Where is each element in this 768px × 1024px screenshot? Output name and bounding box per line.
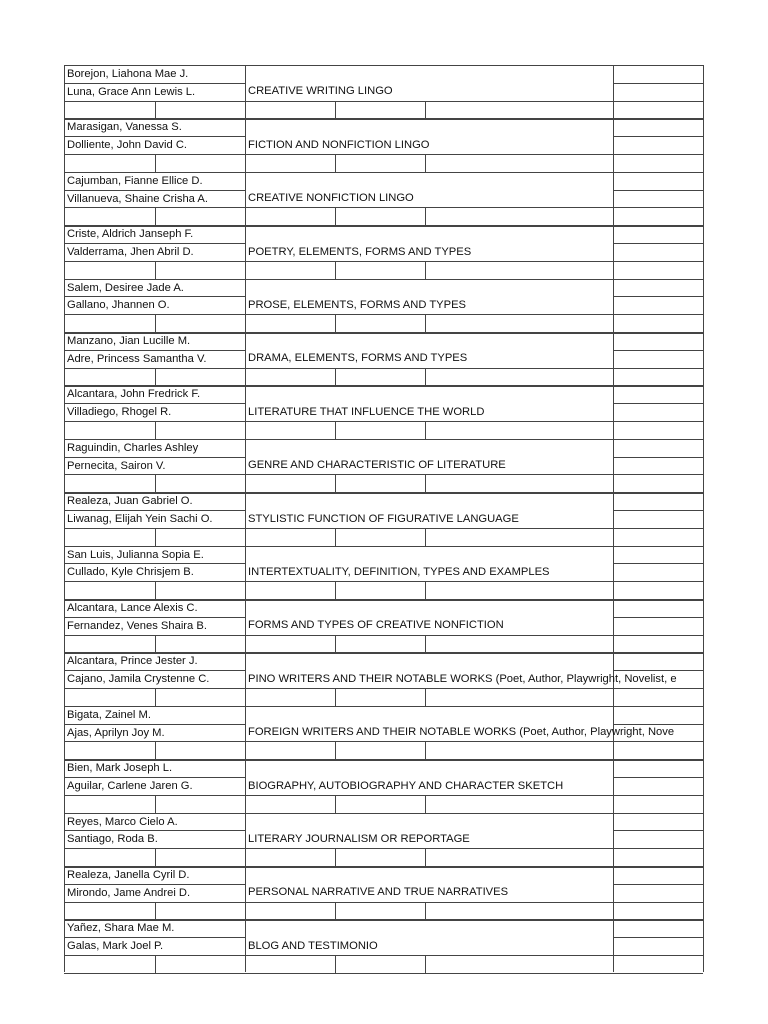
grid-line-col-c <box>335 741 336 759</box>
grid-line-row <box>64 421 703 422</box>
grid-line-row <box>64 635 703 636</box>
grid-border-top <box>64 65 704 66</box>
grid-line-col-b <box>155 207 156 225</box>
grid-line-col-b <box>155 741 156 759</box>
report-topic: POETRY, ELEMENTS, FORMS AND TYPES <box>248 245 472 258</box>
grid-line-col-d <box>425 368 426 386</box>
grid-line-col-c <box>335 101 336 119</box>
grid-line-col-d <box>425 955 426 973</box>
grid-line-col-d <box>425 101 426 119</box>
student-name: Liwanag, Elijah Yein Sachi O. <box>67 513 213 525</box>
grid-line-col-d <box>425 207 426 225</box>
report-topic: STYLISTIC FUNCTION OF FIGURATIVE LANGUAGE <box>248 512 519 525</box>
student-name: Galas, Mark Joel P. <box>67 940 164 953</box>
grid-line-row <box>64 403 245 404</box>
grid-line-col-d <box>425 741 426 759</box>
grid-line-col-b <box>155 848 156 866</box>
grid-line-row <box>64 243 245 244</box>
grid-line-row <box>64 741 703 742</box>
report-topic: PERSONAL NARRATIVE AND TRUE NARRATIVES <box>248 886 509 899</box>
grid-line-col-c <box>335 688 336 706</box>
grid-line-row <box>64 563 245 564</box>
student-name: Raguindin, Charles Ashley <box>67 441 199 454</box>
grid-line-row <box>64 510 245 511</box>
grid-line-col-c <box>335 368 336 386</box>
student-name: Marasigan, Vanessa S. <box>67 121 182 134</box>
student-name: Alcantara, John Fredrick F. <box>67 388 201 401</box>
report-topic: DRAMA, ELEMENTS, FORMS AND TYPES <box>248 352 468 365</box>
grid-line-row <box>64 777 245 778</box>
grid-line-col-d <box>425 635 426 653</box>
grid-line-col-b <box>155 528 156 546</box>
grid-line-row <box>64 154 703 155</box>
student-name: Gallano, Jhannen O. <box>67 299 170 312</box>
grid-line-col-d <box>425 688 426 706</box>
grid-line-row <box>64 261 703 262</box>
grid-line-col-b <box>155 688 156 706</box>
grid-line-col-d <box>425 581 426 599</box>
grid-line-col-b <box>155 368 156 386</box>
grid-line-row <box>64 83 245 84</box>
student-name: Cullado, Kyle Chrisjem B. <box>67 566 194 579</box>
report-topic: LITERARY JOURNALISM OR REPORTAGE <box>248 832 470 845</box>
grid-line-col-d <box>425 528 426 546</box>
student-name: Villanueva, Shaine Crisha A. <box>67 192 208 205</box>
student-name: Villadiego, Rhogel R. <box>67 406 172 419</box>
grid-line-col-c <box>335 261 336 279</box>
grid-line-row <box>64 688 703 689</box>
grid-line-col-d <box>425 154 426 172</box>
grid-line-group-end <box>64 973 703 975</box>
grid-line-col-b <box>155 902 156 920</box>
grid-line-col-c <box>335 902 336 920</box>
grid-line-col-d <box>425 261 426 279</box>
grid-line-col-b <box>155 795 156 813</box>
grid-line-col-b <box>155 154 156 172</box>
grid-line-row <box>64 474 703 475</box>
grid-line-col-d <box>425 474 426 492</box>
grid-line-row <box>64 350 245 351</box>
report-topic: FICTION AND NONFICTION LINGO <box>248 138 430 151</box>
grid-line-col-d <box>425 795 426 813</box>
grid-line-col-d <box>425 421 426 439</box>
grid-line-row <box>64 528 703 529</box>
student-name: Manzano, Jian Lucille M. <box>67 335 191 347</box>
student-name: Santiago, Roda B. <box>67 833 158 846</box>
grid-line-col-a <box>245 65 246 972</box>
report-topic: CREATIVE WRITING LINGO <box>248 85 393 98</box>
grid-line-col-b <box>155 261 156 279</box>
report-topic: BLOG AND TESTIMONIO <box>248 939 378 952</box>
student-name: Alcantara, Lance Alexis C. <box>67 602 198 614</box>
grid-line-row <box>64 136 245 137</box>
student-name: Dolliente, John David C. <box>67 139 188 152</box>
student-name: Realeza, Janella Cyril D. <box>67 869 190 881</box>
grid-line-row <box>64 902 703 903</box>
grid-border-right <box>703 65 704 972</box>
student-name: San Luis, Julianna Sopia E. <box>67 548 204 561</box>
grid-line-row <box>64 314 703 315</box>
grid-line-col-c <box>335 528 336 546</box>
grid-line-col-c <box>335 581 336 599</box>
grid-line-col-c <box>335 795 336 813</box>
student-name: Cajumban, Fianne Ellice D. <box>67 174 203 187</box>
grid-line-col-d <box>425 902 426 920</box>
student-name: Ajas, Aprilyn Joy M. <box>67 726 165 739</box>
grid-line-col-c <box>335 154 336 172</box>
grid-line-col-b <box>155 101 156 119</box>
grid-line-col-d <box>425 314 426 332</box>
student-name: Aguilar, Carlene Jaren G. <box>67 780 193 792</box>
student-name: Alcantara, Prince Jester J. <box>67 655 198 668</box>
grid-line-col-d <box>425 848 426 866</box>
report-topic: CREATIVE NONFICTION LINGO <box>248 192 414 205</box>
grid-line-col-c <box>335 955 336 973</box>
student-name: Bigata, Zainel M. <box>67 708 151 721</box>
grid-line-row <box>64 724 245 725</box>
grid-line-col-b <box>155 314 156 332</box>
grid-line-row <box>64 296 245 297</box>
grid-border-left <box>64 65 65 972</box>
grid-line-col-c <box>335 421 336 439</box>
grid-line-row <box>64 617 245 618</box>
student-name: Salem, Desiree Jade A. <box>67 281 184 294</box>
report-topic: FORMS AND TYPES OF CREATIVE NONFICTION <box>248 619 504 632</box>
student-name: Yañez, Shara Mae M. <box>67 922 175 935</box>
grid-line-row <box>64 207 703 208</box>
grid-line-row <box>64 101 703 102</box>
report-topic: LITERATURE THAT INFLUENCE THE WORLD <box>248 405 485 418</box>
grid-line-row <box>64 795 703 796</box>
grid-line-row <box>64 884 245 885</box>
grid-line-row <box>64 937 245 938</box>
student-name: Reyes, Marco Cielo A. <box>67 815 178 828</box>
grid-line-col-c <box>335 314 336 332</box>
report-topic: PROSE, ELEMENTS, FORMS AND TYPES <box>248 298 466 311</box>
student-name: Bien, Mark Joseph L. <box>67 762 173 775</box>
grid-line-col-b <box>155 421 156 439</box>
grid-line-row <box>64 848 703 849</box>
student-name: Mirondo, Jame Andrei D. <box>67 886 191 899</box>
student-name: Valderrama, Jhen Abril D. <box>67 246 194 258</box>
grid-line-row <box>64 190 245 191</box>
grid-line-row <box>64 581 703 582</box>
student-name: Fernandez, Venes Shaira B. <box>67 619 207 632</box>
student-name: Criste, Aldrich Janseph F. <box>67 228 194 241</box>
grid-line-row <box>64 830 245 831</box>
grid-line-col-c <box>335 635 336 653</box>
grid-line-col-c <box>335 848 336 866</box>
grid-line-row <box>64 670 245 671</box>
grid-line-row <box>64 457 245 458</box>
student-name: Borejon, Liahona Mae J. <box>67 68 189 80</box>
grid-line-col-c <box>335 207 336 225</box>
student-name: Luna, Grace Ann Lewis L. <box>67 85 196 98</box>
grid-line-col-b <box>155 474 156 492</box>
report-topic: PINO WRITERS AND THEIR NOTABLE WORKS (Poet, Author, Playwright, Novelist, e <box>248 672 677 685</box>
report-topic: GENRE AND CHARACTERISTIC OF LITERATURE <box>248 459 506 472</box>
report-topic: INTERTEXTUALITY, DEFINITION, TYPES AND EXAMPLES <box>248 565 550 578</box>
grid-line-col-b <box>155 955 156 973</box>
grid-line-row <box>64 955 703 956</box>
grid-line-col-c <box>335 474 336 492</box>
grid-line-col-b <box>155 581 156 599</box>
student-name: Pernecita, Sairon V. <box>67 459 166 472</box>
grid-line-row <box>64 368 703 369</box>
grid-line-col-b <box>155 635 156 653</box>
student-name: Adre, Princess Samantha V. <box>67 352 207 365</box>
student-name: Realeza, Juan Gabriel O. <box>67 495 193 508</box>
report-topic: FOREIGN WRITERS AND THEIR NOTABLE WORKS (Poet, Author, Playwright, Nove <box>248 726 675 739</box>
student-name: Cajano, Jamila Crystenne C. <box>67 673 210 686</box>
report-topic: BIOGRAPHY, AUTOBIOGRAPHY AND CHARACTER SKETCH <box>248 779 564 792</box>
